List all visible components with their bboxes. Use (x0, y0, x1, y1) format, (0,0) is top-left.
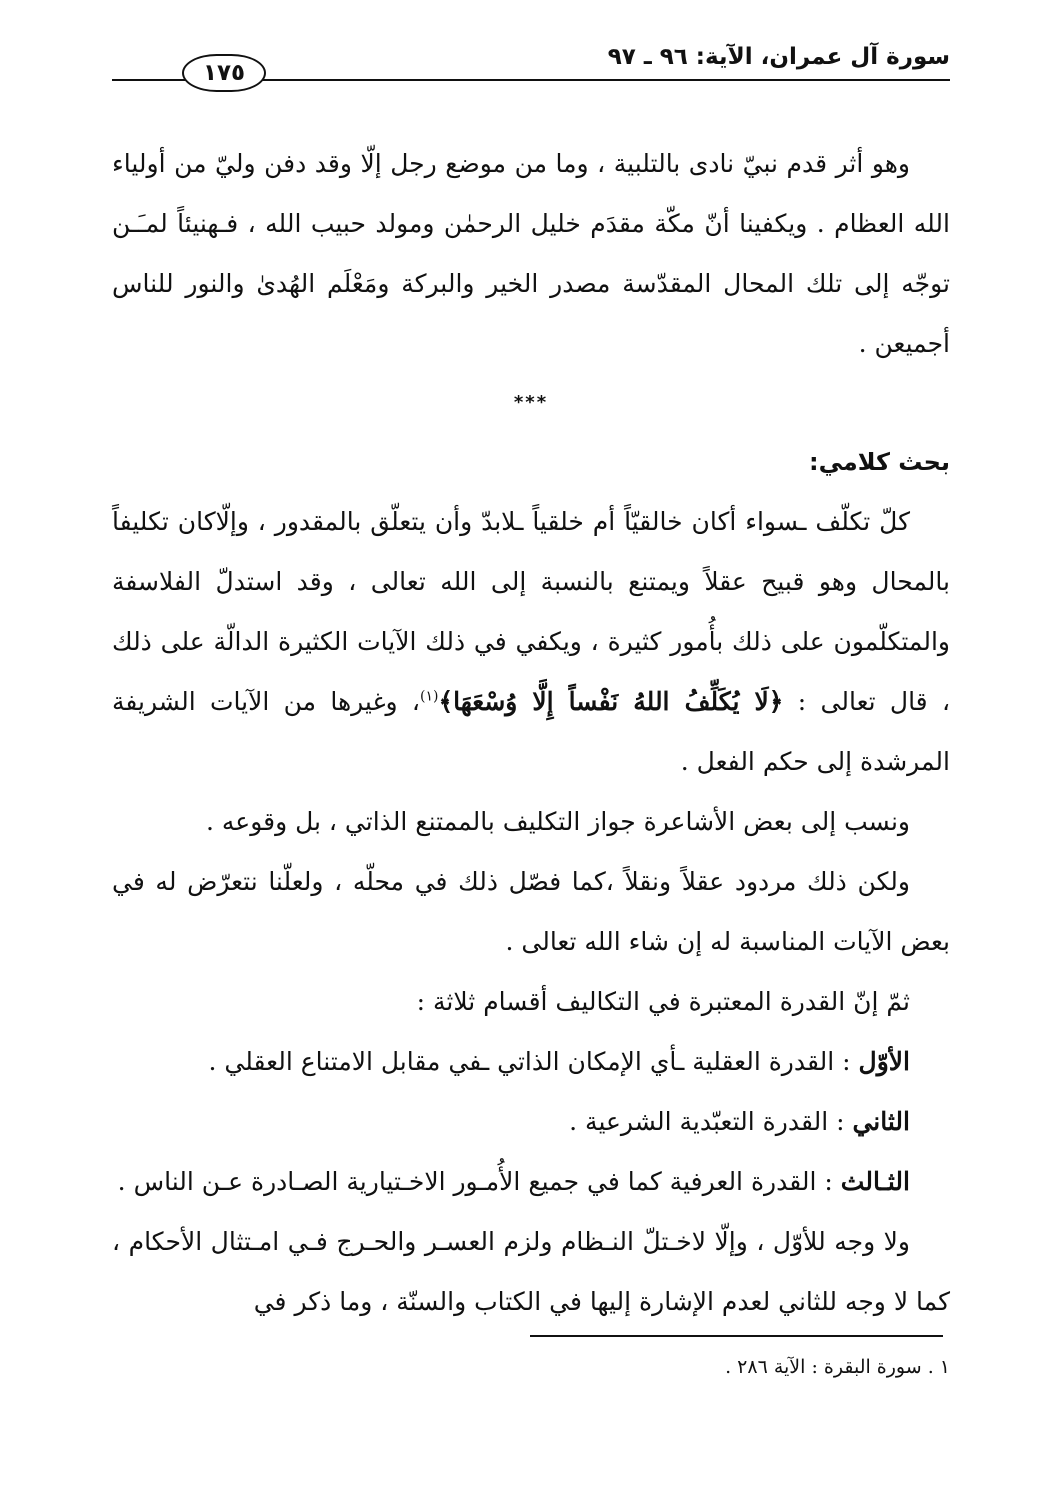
paragraph: وهو أثر قدم نبيّ نادى بالتلبية ، وما من موضع رجل إلّا وقد دفن وليّ من أولياء الله العظام . ويكفينا أنّ مكّة مقدَم خليل الرحمٰن ومولد حبيب الله ، فـهنيئاً لمـَـن توجّه إلى تلك المحال المقدّسة مصدر الخير والبركة ومَعْلَم الهُدىٰ والنور للناس أجميعن . (112, 149, 950, 358)
paragraph-text: كلّ تكلّف ـسواء أكان خالقيّاً أم خلقياً ـلابدّ وأن يتعلّق بالمقدور ، وإلّاكان تكليفاً بالمحال وهو قبيح عقلاً ويمتنع بالنسبة إلى الله تعالى ، وقد استدلّ الفلاسفة والمتكلّمون على ذلك بأُمور كثيرة ، ويكفي في ذلك الآيات الكثيرة الدالّة على ذلك ، قال تعالى : (112, 507, 951, 716)
paragraph: ولا وجه للأوّل ، وإلّا لاخـتلّ النـظام ولزم العسـر والحـرج فـي امـتثال الأحكام ، كما لا وجه للثاني لعدم الإشارة إليها في الكتاب والسنّة ، وما ذكر في (112, 1227, 950, 1316)
section-separator: *** (513, 392, 549, 413)
paragraph: ونسب إلى بعض الأشاعرة جواز التكليف بالممتنع الذاتي ، بل وقوعه . (205, 807, 910, 836)
paragraph (112, 492, 950, 792)
list-item (112, 1152, 950, 1212)
header-title: سورة آل عمران، الآية: ٩٦ ـ ٩٧ (607, 44, 950, 70)
item-text: : القدرة التعبّدية الشرعية . (569, 1107, 853, 1136)
footnote: ١ . سورة البقرة : الآية ٢٨٦ . (725, 1356, 950, 1378)
running-header (112, 38, 950, 88)
main-text (112, 134, 950, 1332)
footnote-rule (530, 1335, 943, 1337)
section-heading-text: بحث كلامي: (809, 448, 950, 476)
item-text: : القدرة العقلية ـأي الإمكان الذاتي ـفي مقابل الامتناع العقلي . (208, 1047, 859, 1076)
item-label: الثـالث (840, 1167, 910, 1196)
paragraph: ثمّ إنّ القدرة المعتبرة في التكاليف أقسام ثلاثة : (416, 987, 910, 1016)
paragraph: ولكن ذلك مردود عقلاً ونقلاً ،كما فصّل ذلك في محلّه ، ولعلّنا نتعرّض له في بعض الآيات المناسبة له إن شاء الله تعالى . (112, 867, 950, 956)
item-label: الأوّل (858, 1047, 910, 1076)
paragraph-text: ، وغيرها من الآيات الشريفة المرشدة إلى حكم الفعل . (112, 687, 950, 776)
item-label: الثاني (852, 1107, 910, 1136)
list-item (112, 1032, 950, 1092)
quran-verse: ﴿لَا يُكَلِّفُ اللهُ نَفْساً إِلَّا وُسْعَهَا﴾ (438, 687, 784, 716)
section-heading (112, 432, 950, 492)
footnote-marker: (١) (420, 688, 439, 705)
list-item (112, 1092, 950, 1152)
item-text: : القدرة العرفية كما في جميع الأُمـور الاخـتيارية الصـادرة عـن الناس . (117, 1167, 841, 1196)
page-number: ١٧٥ (182, 54, 266, 92)
